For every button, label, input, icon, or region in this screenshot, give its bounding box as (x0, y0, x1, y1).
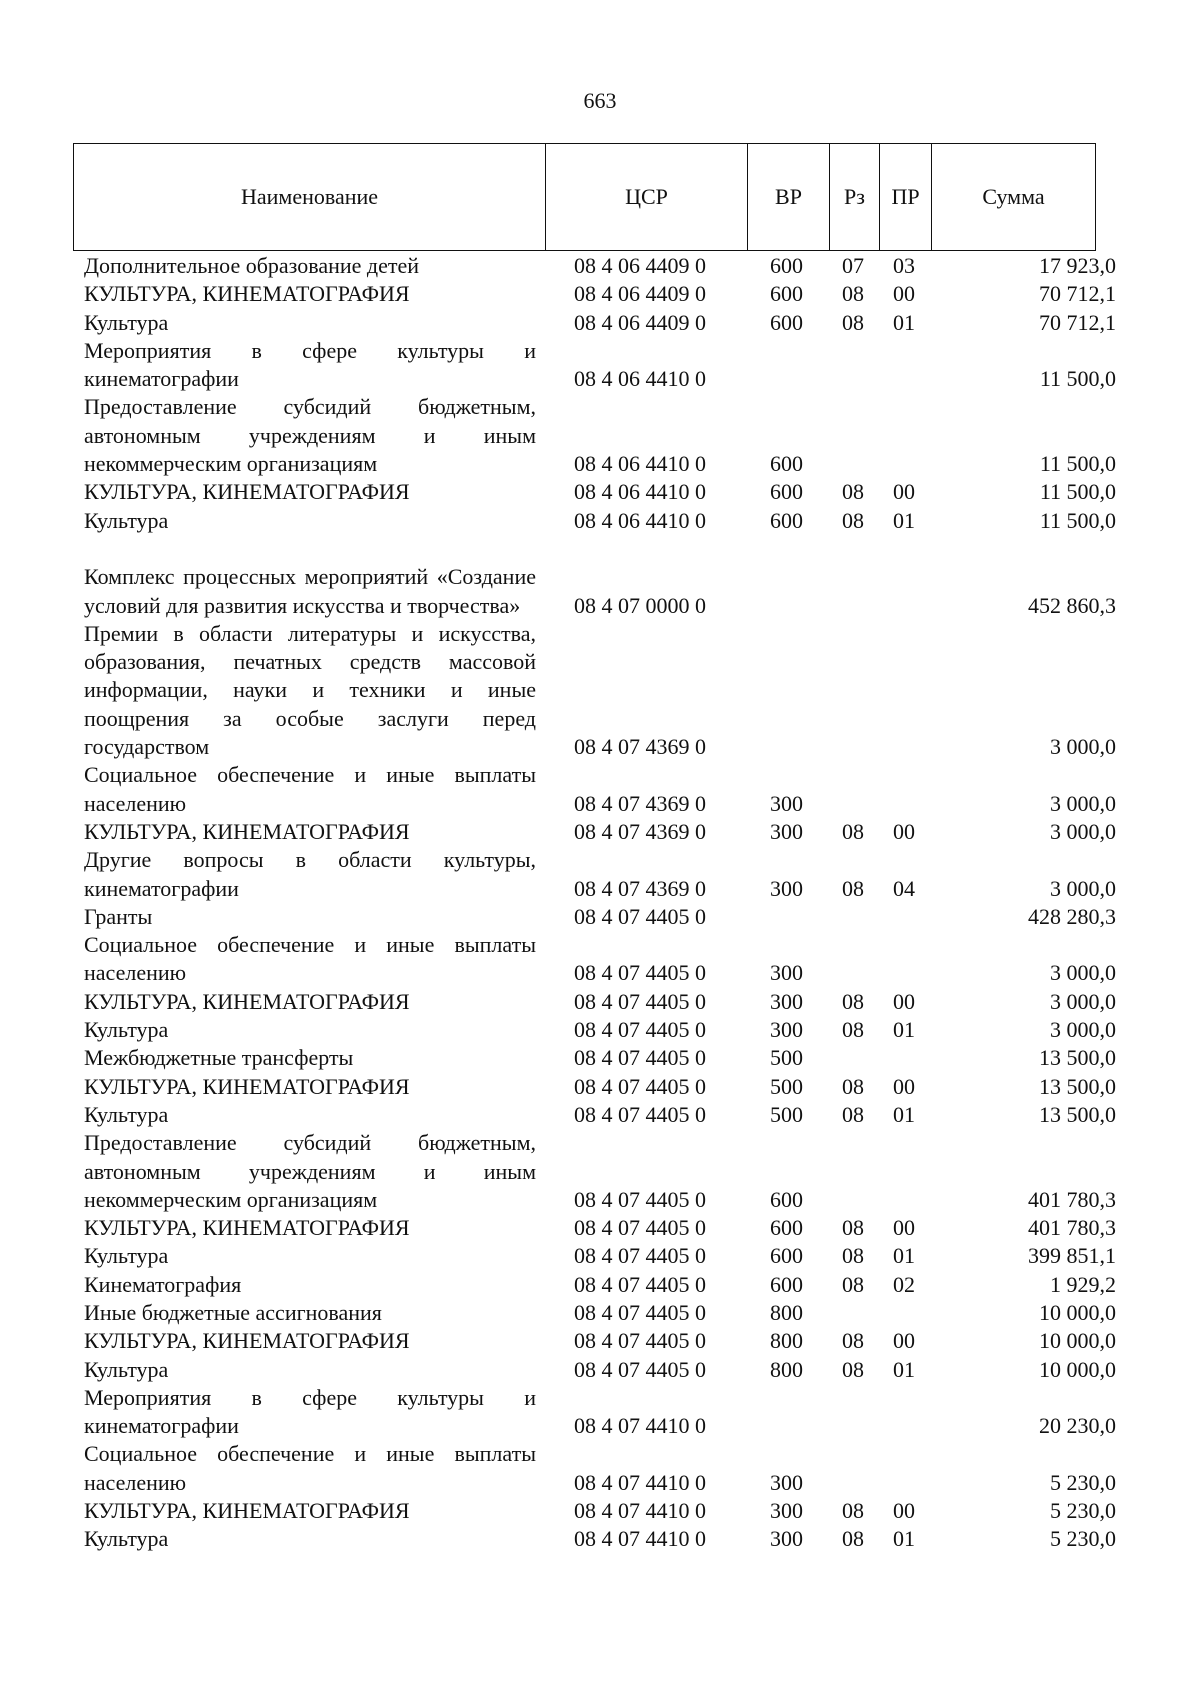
cell-csr: 08 4 07 4405 0 (574, 988, 706, 1014)
cell-sum: 11 500,0 (1039, 451, 1116, 477)
table-row (0, 761, 1200, 818)
cell-name: КУЛЬТУРА, КИНЕМАТОГРАФИЯ (84, 1215, 410, 1241)
cell-rz: 08 (842, 1017, 864, 1043)
cell-sum: 11 500,0 (1039, 479, 1116, 505)
table-row (0, 393, 1200, 478)
cell-rz: 08 (842, 988, 864, 1014)
cell-rz: 08 (842, 818, 864, 844)
table-row (0, 1073, 1200, 1101)
cell-name: КУЛЬТУРА, КИНЕМАТОГРАФИЯ (84, 479, 410, 505)
cell-name: Социальное обеспечение и иные выплаты населению (84, 762, 536, 816)
cell-csr: 08 4 07 4405 0 (574, 1356, 706, 1382)
cell-name: КУЛЬТУРА, КИНЕМАТОГРАФИЯ (84, 1328, 410, 1354)
cell-sum: 11 500,0 (1039, 366, 1116, 392)
cell-vr: 300 (770, 988, 803, 1014)
cell-rz: 08 (842, 309, 864, 335)
header-pr: ПР (880, 144, 932, 250)
cell-sum: 3 000,0 (1050, 818, 1116, 844)
table-row (0, 1271, 1200, 1299)
cell-vr: 600 (770, 479, 803, 505)
table-row (0, 1525, 1200, 1553)
cell-csr: 08 4 06 4410 0 (574, 479, 706, 505)
cell-csr: 08 4 07 4410 0 (574, 1498, 706, 1524)
header-vr: ВР (748, 144, 830, 250)
cell-csr: 08 4 06 4410 0 (574, 451, 706, 477)
table-row (0, 1440, 1200, 1497)
cell-vr: 600 (770, 1186, 803, 1212)
cell-name: Культура (84, 1017, 169, 1043)
table-row (0, 1101, 1200, 1129)
cell-csr: 08 4 06 4410 0 (574, 366, 706, 392)
cell-pr: 01 (893, 1356, 915, 1382)
cell-name: Мероприятия в сфере культуры и кинематографии (84, 337, 536, 392)
cell-pr: 00 (893, 1328, 915, 1354)
cell-name: КУЛЬТУРА, КИНЕМАТОГРАФИЯ (84, 988, 410, 1014)
cell-name: Дополнительное образование детей (84, 253, 420, 278)
cell-name: Предоставление субсидий бюджетным, автономным учреждениям и иным некоммерческим организациям (84, 394, 536, 477)
cell-vr: 800 (770, 1356, 803, 1382)
table-row (0, 620, 1200, 762)
cell-rz: 08 (842, 281, 864, 307)
table-row (0, 337, 1200, 394)
header-csr: ЦСР (546, 144, 748, 250)
cell-name: КУЛЬТУРА, КИНЕМАТОГРАФИЯ (84, 1498, 410, 1524)
cell-vr: 600 (770, 309, 803, 335)
cell-sum: 3 000,0 (1050, 1017, 1116, 1043)
cell-sum: 11 500,0 (1039, 507, 1116, 533)
table-row (0, 903, 1200, 931)
cell-sum: 5 230,0 (1050, 1498, 1116, 1524)
cell-sum: 10 000,0 (1039, 1356, 1116, 1382)
cell-pr: 01 (893, 1017, 915, 1043)
cell-sum: 10 000,0 (1039, 1300, 1116, 1325)
cell-rz: 08 (842, 507, 864, 533)
cell-name: Культура (84, 1356, 169, 1382)
cell-name: КУЛЬТУРА, КИНЕМАТОГРАФИЯ (84, 1073, 410, 1099)
cell-sum: 399 851,1 (1028, 1243, 1116, 1269)
cell-vr: 300 (770, 1526, 803, 1552)
cell-vr: 300 (770, 790, 803, 816)
cell-rz: 08 (842, 875, 864, 901)
table-row (0, 1356, 1200, 1384)
cell-vr: 600 (770, 1215, 803, 1241)
cell-name: Культура (84, 507, 169, 533)
cell-rz: 08 (842, 1356, 864, 1382)
cell-vr: 500 (770, 1073, 803, 1099)
table-row (0, 1016, 1200, 1044)
cell-vr: 300 (770, 818, 803, 844)
cell-pr: 00 (893, 1498, 915, 1524)
cell-sum: 13 500,0 (1039, 1045, 1116, 1071)
cell-csr: 08 4 07 4405 0 (574, 1215, 706, 1241)
cell-vr: 800 (770, 1300, 803, 1325)
cell-vr: 300 (770, 960, 803, 986)
cell-csr: 08 4 06 4409 0 (574, 253, 706, 278)
cell-csr: 08 4 07 4369 0 (574, 818, 706, 844)
cell-sum: 20 230,0 (1039, 1413, 1116, 1439)
cell-rz: 08 (842, 1328, 864, 1354)
cell-vr: 600 (770, 281, 803, 307)
table-row (0, 309, 1200, 337)
cell-vr: 300 (770, 875, 803, 901)
cell-rz: 08 (842, 1526, 864, 1552)
cell-sum: 428 280,3 (1028, 903, 1116, 929)
table-row (0, 1497, 1200, 1525)
cell-name: Другие вопросы в области культуры, кинематографии (84, 847, 536, 901)
header-rz: Рз (830, 144, 880, 250)
cell-vr: 300 (770, 1469, 803, 1495)
cell-csr: 08 4 07 4405 0 (574, 1243, 706, 1269)
cell-name: КУЛЬТУРА, КИНЕМАТОГРАФИЯ (84, 818, 410, 844)
cell-pr: 00 (893, 281, 915, 307)
cell-vr: 600 (770, 253, 803, 278)
cell-csr: 08 4 07 4369 0 (574, 734, 706, 760)
cell-name: Комплекс процессных мероприятий «Создание условий для развития искусства и творчества» (84, 564, 536, 618)
cell-sum: 3 000,0 (1050, 960, 1116, 986)
cell-rz: 08 (842, 1073, 864, 1099)
cell-sum: 70 712,1 (1039, 281, 1116, 307)
header-name: Наименование (74, 144, 546, 250)
table-row (0, 931, 1200, 988)
cell-name: Культура (84, 309, 169, 335)
table-row (0, 507, 1200, 535)
table-body (0, 252, 1200, 1554)
cell-name: Культура (84, 1101, 169, 1127)
table-row (0, 1129, 1200, 1214)
cell-rz: 08 (842, 1243, 864, 1269)
cell-csr: 08 4 07 4405 0 (574, 1328, 706, 1354)
cell-vr: 500 (770, 1045, 803, 1071)
cell-sum: 401 780,3 (1028, 1215, 1116, 1241)
cell-rz: 08 (842, 479, 864, 505)
cell-pr: 03 (893, 253, 915, 278)
cell-csr: 08 4 06 4409 0 (574, 309, 706, 335)
table-row (0, 1299, 1200, 1327)
cell-vr: 500 (770, 1101, 803, 1127)
table-row (0, 535, 1200, 620)
cell-name: Мероприятия в сфере культуры и кинематографии (84, 1384, 536, 1439)
cell-sum: 13 500,0 (1039, 1101, 1116, 1127)
table-row (0, 478, 1200, 506)
cell-csr: 08 4 07 4369 0 (574, 875, 706, 901)
cell-csr: 08 4 07 4405 0 (574, 1017, 706, 1043)
cell-name: Гранты (84, 903, 153, 929)
cell-pr: 01 (893, 1526, 915, 1552)
cell-pr: 00 (893, 818, 915, 844)
cell-rz: 08 (842, 1215, 864, 1241)
cell-csr: 08 4 07 4405 0 (574, 1101, 706, 1127)
cell-sum: 452 860,3 (1028, 592, 1116, 618)
cell-vr: 600 (770, 507, 803, 533)
cell-pr: 00 (893, 479, 915, 505)
cell-csr: 08 4 07 4369 0 (574, 790, 706, 816)
table-row (0, 252, 1200, 280)
cell-rz: 08 (842, 1101, 864, 1127)
cell-sum: 17 923,0 (1039, 253, 1116, 278)
header-sum: Сумма (982, 184, 1045, 209)
table-row (0, 1242, 1200, 1270)
cell-pr: 01 (893, 309, 915, 335)
cell-csr: 08 4 06 4410 0 (574, 507, 706, 533)
cell-sum: 10 000,0 (1039, 1328, 1116, 1354)
table-header (73, 143, 1096, 251)
table-row (0, 280, 1200, 308)
cell-sum: 3 000,0 (1050, 875, 1116, 901)
cell-csr: 08 4 07 4405 0 (574, 1300, 706, 1325)
page-number: 663 (583, 88, 617, 113)
cell-sum: 70 712,1 (1039, 309, 1116, 335)
cell-sum: 401 780,3 (1028, 1186, 1116, 1212)
cell-name: КУЛЬТУРА, КИНЕМАТОГРАФИЯ (84, 281, 410, 307)
cell-csr: 08 4 07 4405 0 (574, 1271, 706, 1297)
table-row (0, 1327, 1200, 1355)
cell-csr: 08 4 07 4405 0 (574, 960, 706, 986)
cell-name: Премии в области литературы и искусства, образования, печатных средств массовой информации, науки и техники и иные поощрения за особые заслуги перед государством (84, 620, 536, 760)
table-row (0, 1044, 1200, 1072)
cell-name: Иные бюджетные ассигнования (84, 1300, 382, 1325)
cell-sum: 5 230,0 (1050, 1469, 1116, 1495)
cell-csr: 08 4 07 4405 0 (574, 1045, 706, 1071)
cell-vr: 300 (770, 1498, 803, 1524)
cell-csr: 08 4 07 4410 0 (574, 1413, 706, 1439)
cell-sum: 1 929,2 (1050, 1271, 1116, 1297)
cell-csr: 08 4 07 4405 0 (574, 1186, 706, 1212)
cell-pr: 01 (893, 507, 915, 533)
cell-name: Предоставление субсидий бюджетным, автономным учреждениям и иным некоммерческим организациям (84, 1130, 536, 1212)
table-row (0, 846, 1200, 903)
cell-name: Социальное обеспечение и иные выплаты населению (84, 1441, 536, 1495)
cell-sum: 5 230,0 (1050, 1526, 1116, 1552)
cell-name: Кинематография (84, 1271, 242, 1297)
cell-csr: 08 4 07 4405 0 (574, 1073, 706, 1099)
cell-pr: 01 (893, 1101, 915, 1127)
cell-pr: 02 (893, 1271, 915, 1297)
cell-rz: 08 (842, 1498, 864, 1524)
cell-vr: 600 (770, 1271, 803, 1297)
cell-vr: 600 (770, 1243, 803, 1269)
cell-rz: 08 (842, 1271, 864, 1297)
table-row (0, 818, 1200, 846)
cell-sum: 3 000,0 (1050, 988, 1116, 1014)
cell-vr: 600 (770, 451, 803, 477)
cell-name: Культура (84, 1243, 169, 1269)
cell-pr: 00 (893, 1215, 915, 1241)
table-row (0, 1384, 1200, 1441)
cell-name: Социальное обеспечение и иные выплаты населению (84, 932, 536, 986)
cell-pr: 04 (893, 875, 915, 901)
cell-csr: 08 4 07 4410 0 (574, 1469, 706, 1495)
cell-csr: 08 4 06 4409 0 (574, 281, 706, 307)
cell-vr: 800 (770, 1328, 803, 1354)
cell-vr: 300 (770, 1017, 803, 1043)
table-row (0, 988, 1200, 1016)
cell-csr: 08 4 07 0000 0 (574, 592, 706, 618)
cell-rz: 07 (842, 253, 864, 278)
cell-pr: 00 (893, 988, 915, 1014)
cell-csr: 08 4 07 4410 0 (574, 1526, 706, 1552)
cell-name: Межбюджетные трансферты (84, 1045, 354, 1071)
cell-pr: 00 (893, 1073, 915, 1099)
cell-pr: 01 (893, 1243, 915, 1269)
cell-sum: 3 000,0 (1050, 790, 1116, 816)
cell-csr: 08 4 07 4405 0 (574, 903, 706, 929)
cell-name: Культура (84, 1526, 169, 1552)
cell-sum: 13 500,0 (1039, 1073, 1116, 1099)
table-row (0, 1214, 1200, 1242)
cell-sum: 3 000,0 (1050, 734, 1116, 760)
